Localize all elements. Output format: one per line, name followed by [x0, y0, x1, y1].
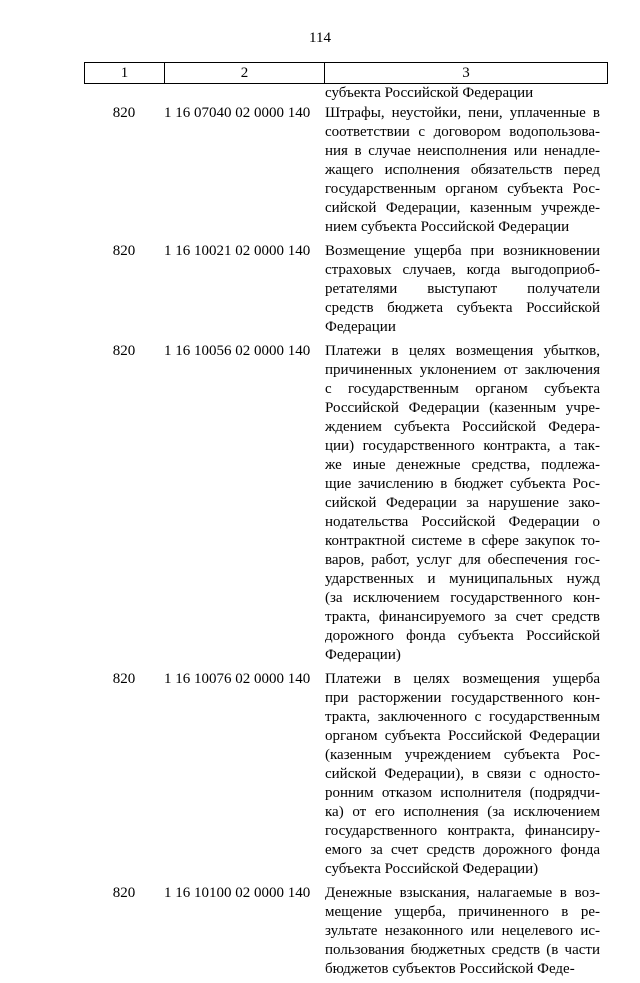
description-line: ударственных и муниципальных нужд — [325, 571, 600, 587]
budget-code-cell: 1 16 10021 02 0000 140 — [164, 243, 311, 259]
description-cell — [325, 103, 600, 241]
table-rows — [84, 103, 608, 983]
description-line: ждением субъекта Российской Федера- — [325, 419, 600, 435]
budget-code-cell: 1 16 10076 02 0000 140 — [164, 671, 311, 687]
description-line: Штрафы, неустойки, пени, уплаченные в — [325, 105, 600, 121]
description-line: мещение ущерба, причиненного в ре- — [325, 904, 600, 920]
description-line: (казенным учреждением субъекта Рос- — [325, 747, 600, 763]
description-line: щие зачислению в бюджет субъекта Рос- — [325, 476, 600, 492]
description-cell — [325, 883, 600, 983]
description-line: же иные денежные средства, подлежа- — [325, 457, 600, 473]
description-line: ретателями выступают получатели — [325, 281, 600, 297]
continuation-text: субъекта Российской Федерации — [325, 85, 534, 101]
table-row — [84, 341, 608, 669]
table-header — [84, 62, 608, 84]
description-line: ния в случае неисполнения или ненадле- — [325, 143, 600, 159]
description-line: государственного контракта, финансиру- — [325, 823, 600, 839]
description-line: органом субъекта Российской Федерации — [325, 728, 600, 744]
description-line: дорожного фонда субъекта Российской — [325, 628, 600, 644]
header-col-2: 2 — [165, 63, 325, 83]
description-line: Платежи в целях возмещения убытков, — [325, 343, 600, 359]
table-row — [84, 103, 608, 241]
description-line: бюджетов субъектов Российской Феде- — [325, 961, 575, 977]
admin-code-cell: 820 — [112, 105, 136, 121]
description-line: ронним отказом исполнителя (подрядчи- — [325, 785, 600, 801]
description-line: Федерации — [325, 319, 396, 335]
description-line: Российской Федерации (казенным учре- — [325, 400, 600, 416]
description-line: жащего исполнения обязательств перед — [325, 162, 600, 178]
description-line: контрактной системе в сфере закупок то- — [325, 533, 600, 549]
description-line: ка) от его исполнения (за исключением — [325, 804, 600, 820]
description-line: (за исключением государственного кон- — [325, 590, 600, 606]
description-line: емого за счет средств дорожного фонда — [325, 842, 600, 858]
description-line: страховых случаев, когда выгодоприоб- — [325, 262, 600, 278]
description-cell — [325, 669, 600, 883]
description-line: ции) государственного контракта, а так- — [325, 438, 600, 454]
admin-code-cell: 820 — [112, 671, 136, 687]
description-line: тракта, финансируемого за счет средств — [325, 609, 600, 625]
admin-code-cell: 820 — [112, 243, 136, 259]
admin-code-cell: 820 — [112, 343, 136, 359]
description-line: соответствии с договором водопользова- — [325, 124, 600, 140]
description-cell — [325, 241, 600, 341]
description-line: государственным органом субъекта Рос- — [325, 181, 600, 197]
budget-code-cell: 1 16 10056 02 0000 140 — [164, 343, 311, 359]
description-line: средств бюджета субъекта Российской — [325, 300, 600, 316]
description-line: сийской Федерации за нарушение зако- — [325, 495, 600, 511]
description-line: нодательства Российской Федерации о — [325, 514, 600, 530]
description-cell — [325, 341, 600, 669]
description-line: зультате незаконного или нецелевого ис- — [325, 923, 600, 939]
description-line: с государственным органом субъекта — [325, 381, 600, 397]
budget-code-cell: 1 16 10100 02 0000 140 — [164, 885, 311, 901]
table-row — [84, 883, 608, 983]
description-line: Федерации) — [325, 647, 401, 663]
description-line: Денежные взыскания, налагаемые в воз- — [325, 885, 600, 901]
budget-code-cell: 1 16 07040 02 0000 140 — [164, 105, 311, 121]
description-line: сийской Федерации), в связи с односто- — [325, 766, 600, 782]
admin-code-cell: 820 — [112, 885, 136, 901]
description-line: субъекта Российской Федерации) — [325, 861, 539, 877]
description-line: пользования бюджетных средств (в части — [325, 942, 600, 958]
header-col-3: 3 — [462, 65, 470, 81]
description-line: при расторжении государственного кон- — [325, 690, 600, 706]
description-line: Возмещение ущерба при возникновении — [325, 243, 600, 259]
description-line: тракта, заключенного с государственным — [325, 709, 600, 725]
table-body — [84, 84, 608, 983]
description-line: сийской Федерации, казенным учрежде- — [325, 200, 600, 216]
description-line: причиненных уклонением от заключения — [325, 362, 600, 378]
table-row — [84, 241, 608, 341]
table-row — [84, 669, 608, 883]
header-col-1: 1 — [85, 63, 165, 83]
description-line: нием субъекта Российской Федерации — [325, 219, 570, 235]
description-line: Платежи в целях возмещения ущерба — [325, 671, 600, 687]
description-line: варов, работ, услуг для обеспечения гос- — [325, 552, 600, 568]
page-number: 114 — [309, 30, 331, 46]
